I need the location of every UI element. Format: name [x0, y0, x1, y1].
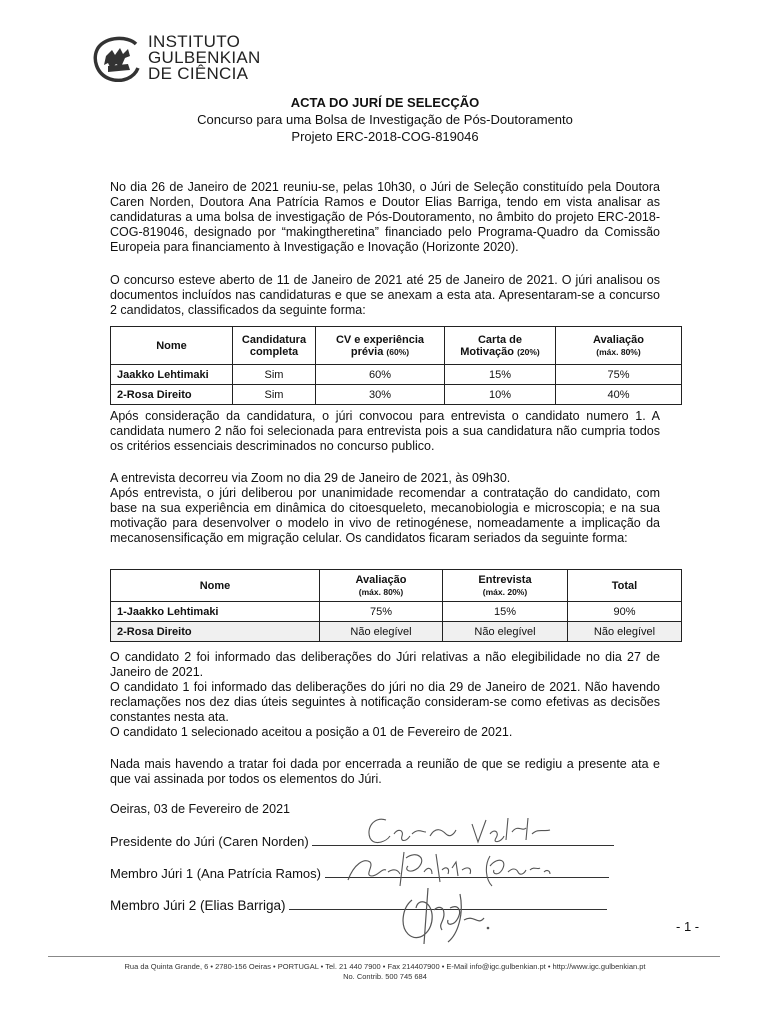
logo-line-1: INSTITUTO	[148, 32, 241, 51]
header-aval-line1: Avaliação	[355, 573, 407, 586]
logo-text	[148, 34, 261, 82]
signature-label-member2: Membro Júri 2 (Elias Barriga)	[110, 898, 286, 913]
header-aval-pct: (máx. 80%)	[358, 586, 404, 597]
cell-name: 2-Rosa Direito	[111, 622, 320, 642]
table-row	[111, 602, 682, 622]
document-subtitle: Concurso para uma Bolsa de Investigação de Pós-Doutoramento	[197, 112, 573, 127]
logo-line-2: GULBENKIAN	[148, 48, 261, 67]
gulbenkian-emblem-icon	[92, 36, 142, 82]
header-entr-pct: (máx. 20%)	[482, 586, 528, 597]
cell-entrevista: 15%	[443, 602, 568, 622]
institute-logo	[92, 34, 292, 86]
page-number: - 1 -	[676, 919, 700, 934]
signature-elias-barriga	[398, 880, 508, 950]
col-header-avaliacao	[320, 570, 443, 602]
signature-line-member1	[110, 866, 609, 881]
col-header-total: Total	[568, 570, 682, 602]
cell-total: Não elegível	[568, 622, 682, 642]
place-date: Oeiras, 03 de Fevereiro de 2021	[110, 802, 290, 816]
header-carta-line1: Carta de	[477, 333, 523, 346]
header-aval-line1: Avaliação	[593, 333, 644, 346]
signature-line-member2	[110, 898, 607, 913]
signature-rule	[289, 909, 607, 910]
footer-divider	[48, 956, 720, 957]
table-row	[111, 385, 682, 405]
header-aval-pct: (máx. 80%)	[596, 346, 641, 357]
header-cv-line1: CV e experiência	[335, 333, 425, 346]
header-carta-line2	[445, 346, 555, 358]
cell-cv: 30%	[316, 385, 445, 405]
paragraph-interview-date: A entrevista decorreu via Zoom no dia 29 de Janeiro de 2021, às 09h30.	[110, 471, 511, 485]
col-header-name: Nome	[111, 570, 320, 602]
cell-avaliacao: 75%	[556, 365, 682, 385]
candidates-table	[110, 326, 682, 405]
paragraph-candidate1-notice: O candidato 1 foi informado das deliberações do júri no dia 29 de Janeiro de 2021. Não havendo reclamações nos dez dias úteis seguintes à notificação consideram-se como efetivas as decisões constantes nesta ata.	[110, 680, 660, 724]
header-candidatura-line1: Candidatura	[241, 333, 307, 346]
col-header-entrevista	[443, 570, 568, 602]
signature-rule	[325, 877, 609, 878]
paragraph-deliberation: Após entrevista, o júri deliberou por unanimidade recomendar a contratação do candidato, com base na sua experiência em dinâmica do citoesqueleto, mecanobiologia e microscopia; e na sua motivação para desenvolver o modelo in vivo de retinogénese, nomeadamente a implicação da mecanosensificação em migração celular. Os candidatos ficaram seriados da seguinte forma:	[110, 486, 660, 545]
col-header-name: Nome	[111, 327, 233, 365]
cell-cv: 60%	[316, 365, 445, 385]
header-candidatura-line2: completa	[249, 345, 299, 358]
cell-candidatura: Sim	[233, 365, 316, 385]
signature-label-member1: Membro Júri 1 (Ana Patrícia Ramos)	[110, 866, 321, 881]
header-entr-line1: Entrevista	[478, 573, 532, 586]
col-header-avaliacao	[556, 327, 682, 365]
paragraph-contest: O concurso esteve aberto de 11 de Janeiro de 2021 até 25 de Janeiro de 2021. O júri analisou os documentos incluídos nas candidaturas e que se anexam a esta ata. Apresentaram-se a concurso 2 candidatos, classificados da seguinte forma:	[110, 273, 660, 317]
cell-carta: 15%	[445, 365, 556, 385]
header-cv-line2	[316, 346, 444, 358]
cell-name: 2-Rosa Direito	[111, 385, 233, 405]
ranking-table	[110, 569, 682, 642]
cell-avaliacao: Não elegível	[320, 622, 443, 642]
paragraph-acceptance: O candidato 1 selecionado aceitou a posição a 01 de Fevereiro de 2021.	[110, 725, 513, 739]
cell-avaliacao: 75%	[320, 602, 443, 622]
cell-carta: 10%	[445, 385, 556, 405]
signature-line-president	[110, 834, 614, 849]
header-carta-pct: (20%)	[517, 346, 540, 357]
document-title: ACTA DO JURÍ DE SELECÇÃO	[290, 95, 480, 110]
header-cv-word: prévia	[350, 345, 384, 358]
paragraph-candidate2-notice: O candidato 2 foi informado das deliberações do Júri relativas a não elegibilidade no dia 27 de Janeiro de 2021.	[110, 650, 660, 679]
header-carta-word: Motivação	[460, 345, 515, 358]
cell-avaliacao: 40%	[556, 385, 682, 405]
cell-candidatura: Sim	[233, 385, 316, 405]
cell-entrevista: Não elegível	[443, 622, 568, 642]
footer-tax-number: No. Contrib. 500 745 684	[343, 972, 427, 981]
col-header-candidatura	[233, 327, 316, 365]
project-reference: Projeto ERC-2018-COG-819046	[291, 129, 479, 144]
logo-line-3: DE CIÊNCIA	[148, 64, 249, 83]
paragraph-meeting: No dia 26 de Janeiro de 2021 reuniu-se, pelas 10h30, o Júri de Seleção constituído pela Doutora Caren Norden, Doutora Ana Patrícia Ramos e Doutor Elias Barriga, tendo em vista analisar as candidaturas a uma bolsa de investigação de Pós-Doutoramento, no âmbito do projeto ERC-2018-COG-819046, designado por “makingtheretina” financiado pelo Programa-Quadro da Comissão Europeia para financiamento à Investigação e Inovação (Horizonte 2020).	[110, 180, 660, 254]
table-row	[111, 622, 682, 642]
paragraph-closing: Nada mais havendo a tratar foi dada por encerrada a reunião de que se redigiu a presente ata e que vai assinada por todos os elementos do Júri.	[110, 757, 660, 786]
footer-address: Rua da Quinta Grande, 6 • 2780-156 Oeiras • PORTUGAL • Tel. 21 440 7900 • Fax 214407900 • E-Mail info@igc.gulbenkian.pt • http://www.igc.gulbenkian.pt	[124, 962, 646, 971]
cell-name: 1-Jaakko Lehtimaki	[111, 602, 320, 622]
paragraph-interview-selection: Após consideração da candidatura, o júri convocou para entrevista o candidato numero 1. A candidata numero 2 não foi selecionada para entrevista pois a sua candidatura não cumpria todos os critérios essenciais descriminados no concurso publico.	[110, 409, 660, 453]
col-header-cv	[316, 327, 445, 365]
signature-rule	[312, 845, 614, 846]
cell-total: 90%	[568, 602, 682, 622]
table-row	[111, 365, 682, 385]
cell-name: Jaakko Lehtimaki	[111, 365, 233, 385]
header-cv-pct: (60%)	[386, 346, 410, 357]
col-header-carta	[445, 327, 556, 365]
signature-label-president: Presidente do Júri (Caren Norden)	[110, 834, 309, 849]
